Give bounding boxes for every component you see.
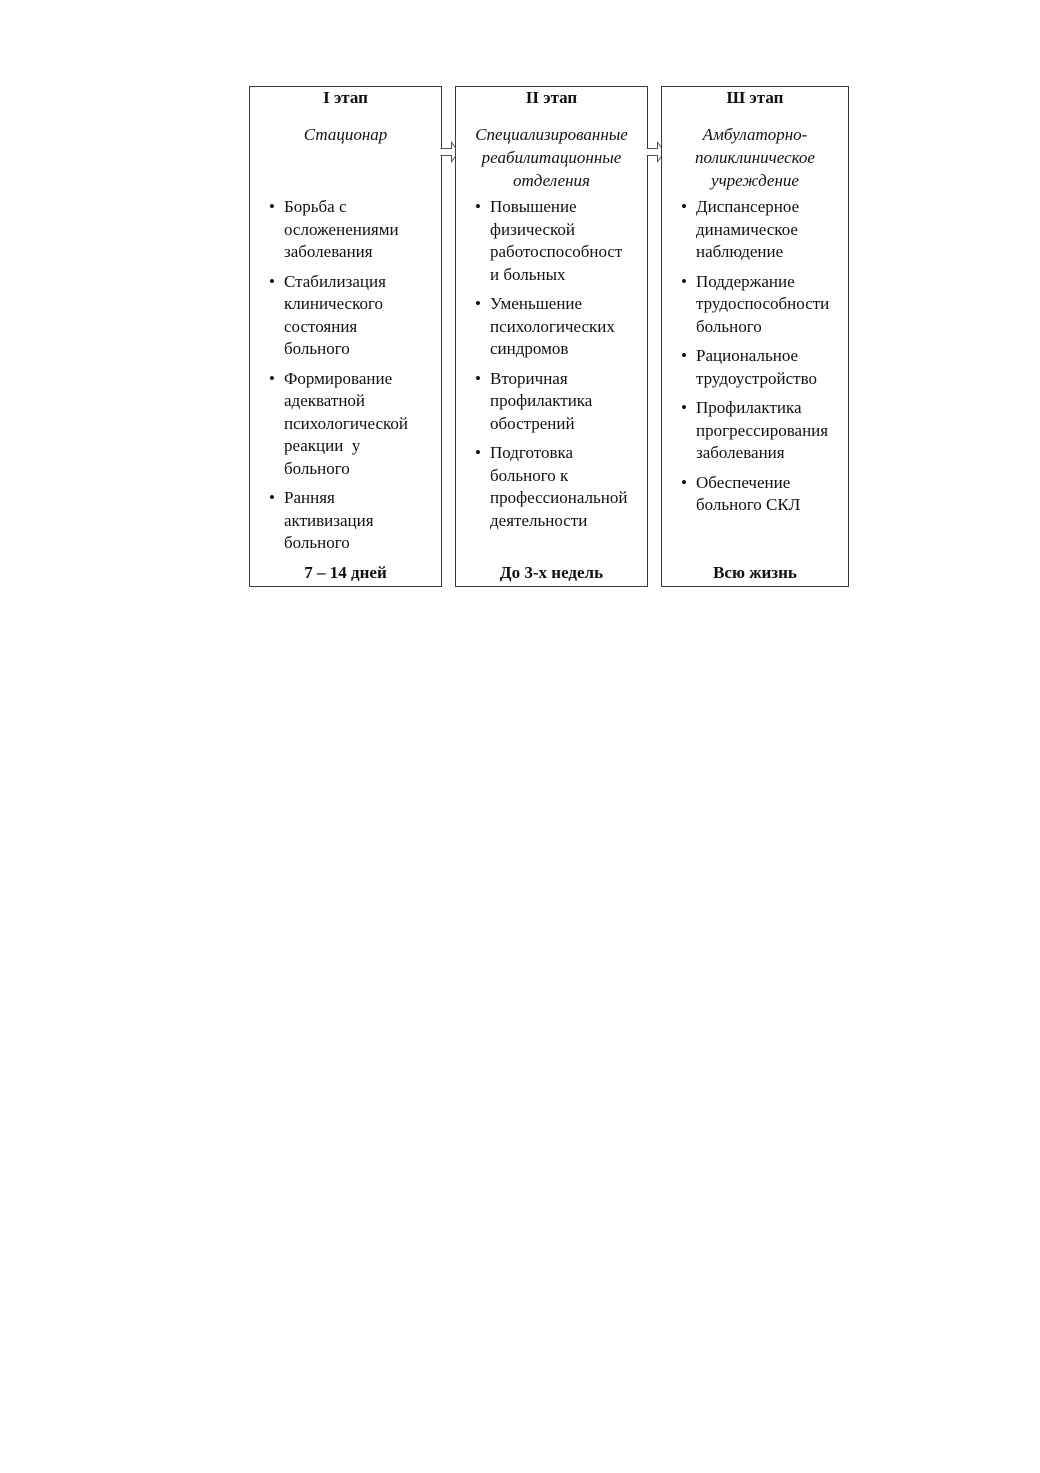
list-item: • Ранняя активизация больного <box>269 488 374 552</box>
stage-box-2 <box>455 86 648 587</box>
bullet-icon: • <box>269 368 275 388</box>
bullet-icon: • <box>269 197 275 216</box>
list-item: • Уменьшение психологических синдромов <box>475 294 615 358</box>
list-item: • Подготовка больного к профессиональной деятельности <box>475 443 628 530</box>
stage-duration: До 3-х недель <box>499 563 604 582</box>
bullet-icon: • <box>475 197 481 216</box>
bullet-icon: • <box>475 294 481 313</box>
list-item: • Рациональное трудоустройство <box>681 346 818 388</box>
stage-box-3 <box>661 86 849 587</box>
bullet-icon: • <box>269 488 275 507</box>
stage-place: Амбулаторно- поликлиническое учреждение <box>695 125 815 190</box>
list-item: • Стабилизация клинического состояния больного <box>269 271 386 358</box>
stage-items-list <box>269 196 441 562</box>
bullet-icon: • <box>681 197 687 216</box>
stage-place: Специализированные реабилитационные отделения <box>475 125 628 190</box>
list-item: • Поддержание трудоспособности больного <box>681 271 830 336</box>
stage-items-list <box>475 196 647 539</box>
stage-box-1 <box>249 86 442 587</box>
stage-duration: 7 – 14 дней <box>304 563 387 582</box>
bullet-icon: • <box>269 271 275 291</box>
bullet-icon: • <box>681 346 687 365</box>
list-item: • Диспансерное динамическое наблюдение <box>681 197 800 261</box>
stage-items-list <box>681 196 848 524</box>
bullet-icon: • <box>681 271 687 291</box>
bullet-icon: • <box>475 443 481 462</box>
stage-duration: Всю жизнь <box>713 563 797 582</box>
list-item: • Профилактика прогрессирования заболевания <box>681 398 829 462</box>
list-item: • Борьба с осложенениями заболевания <box>269 197 399 261</box>
stage-place-text: Стационар <box>303 125 388 144</box>
bullet-icon: • <box>681 398 687 417</box>
list-item: • Вторичная профилактика обострений <box>475 368 593 433</box>
stage-place <box>250 123 441 146</box>
stage-title: I этап <box>323 88 368 107</box>
stage-title: II этап <box>525 88 578 107</box>
list-item: • Формирование адекватной психологической реакции у больного <box>269 368 408 478</box>
list-item: • Обеспечение больного СКЛ <box>681 472 801 514</box>
stage-title: Ш этап <box>726 88 784 107</box>
list-item: • Повышение физической работоспособност и больных <box>475 197 623 284</box>
bullet-icon: • <box>681 472 687 492</box>
bullet-icon: • <box>475 368 481 388</box>
